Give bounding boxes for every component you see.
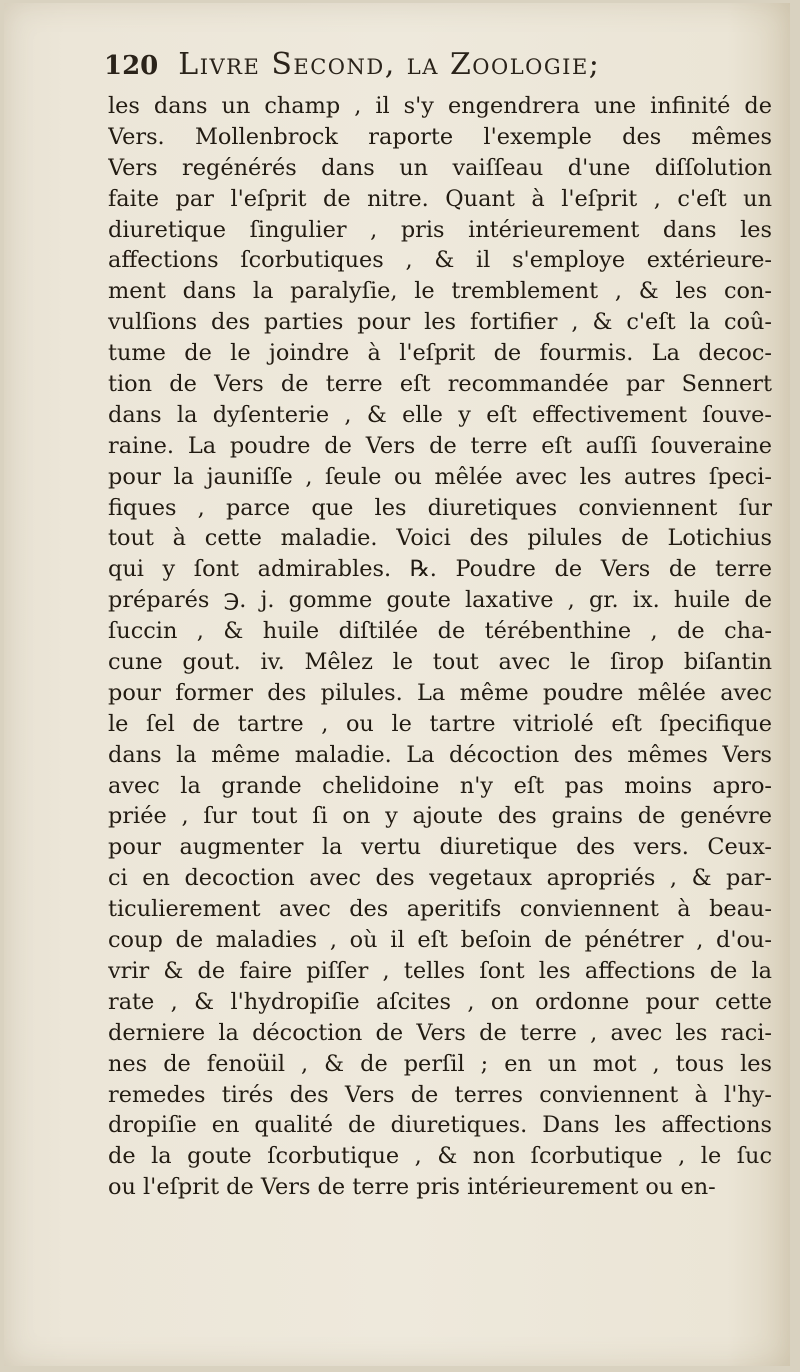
text-line: nes de fenoüil , & de perſil ; en un mot , tous les [108, 1050, 772, 1077]
text-line: pour la jauniſſe , ſeule ou mêlée avec les autres ſpeci- [108, 463, 772, 490]
text-line: coup de maladies , où il eſt beſoin de pénétrer , d'ou- [108, 927, 772, 954]
text-line: Vers. Mollenbrock raporte l'exemple des mêmes [108, 123, 772, 150]
body-text [108, 91, 772, 1203]
text-line: tion de Vers de terre eſt recommandée par Sennert [108, 371, 772, 398]
running-title: Livre Second, la Zoologie; [178, 47, 601, 82]
text-line: tume de le joindre à l'eſprit de fourmis. La decoc- [108, 340, 772, 367]
page-header [104, 47, 674, 91]
text-line: ou l'eſprit de Vers de terre pris intérieurement ou en- [108, 1174, 716, 1201]
text-line: Vers regénérés dans un vaiſſeau d'une diſſolution [108, 154, 772, 181]
text-line: derniere la décoction de Vers de terre , avec les raci- [108, 1019, 772, 1046]
text-line: dans la dyſenterie , & elle y eſt effectivement ſouve- [108, 401, 772, 428]
text-line: fiques , parce que les diuretiques conviennent ſur [108, 494, 772, 521]
text-line: préparés ℈. j. gomme goute laxative , gr. ix. huile de [108, 587, 772, 614]
text-line: le ſel de tartre , ou le tartre vitriolé eſt ſpecifique [108, 710, 772, 737]
text-line: ticulierement avec des aperitifs conviennent à beau- [108, 896, 772, 923]
text-line: les dans un champ , il s'y engendrera une infinité de [108, 93, 772, 119]
text-line: ment dans la paralyſie, le tremblement , & les con- [108, 278, 772, 305]
text-line: avec la grande chelidoine n'y eſt pas moins apro- [108, 772, 772, 799]
text-line: dans la même maladie. La décoction des mêmes Vers [108, 741, 772, 768]
text-line: faite par l'eſprit de nitre. Quant à l'eſprit , c'eſt un [108, 185, 772, 212]
text-line: tout à cette maladie. Voici des pilules de Lotichius [108, 525, 772, 552]
book-page [4, 3, 790, 1366]
text-line: cune gout. iv. Mêlez le tout avec le ſirop biſantin [108, 649, 772, 676]
page-number: 120 [104, 51, 159, 81]
text-line: rate , & l'hydropiſie aſcites , on ordonne pour cette [108, 988, 772, 1015]
text-line: vrir & de faire piſſer , telles ſont les affections de la [108, 957, 772, 984]
text-line: ci en decoction avec des vegetaux apropriés , & par- [108, 865, 772, 892]
text-line: de la goute ſcorbutique , & non ſcorbutique , le ſuc [108, 1143, 772, 1170]
text-line: remedes tirés des Vers de terres conviennent à l'hy- [108, 1081, 772, 1108]
text-line: pour former des pilules. La même poudre mêlée avec [108, 679, 772, 706]
text-line: ſuccin , & huile diſtilée de térébenthine , de cha- [108, 618, 772, 645]
text-line: affections ſcorbutiques , & il s'employe extérieure- [108, 247, 772, 274]
text-line: qui y ſont admirables. ℞. Poudre de Vers de terre [108, 556, 772, 583]
text-line: dropiſie en qualité de diuretiques. Dans les affections [108, 1112, 772, 1139]
text-line: vulſions des parties pour les fortifier , & c'eſt la coû- [108, 309, 772, 336]
text-line: raine. La poudre de Vers de terre eſt auſſi ſouveraine [108, 432, 772, 459]
text-line: pour augmenter la vertu diuretique des vers. Ceux- [108, 834, 772, 861]
text-line: priée , ſur tout ſi on y ajoute des grains de genévre [108, 803, 772, 830]
text-line: diuretique ſingulier , pris intérieurement dans les [108, 216, 772, 243]
